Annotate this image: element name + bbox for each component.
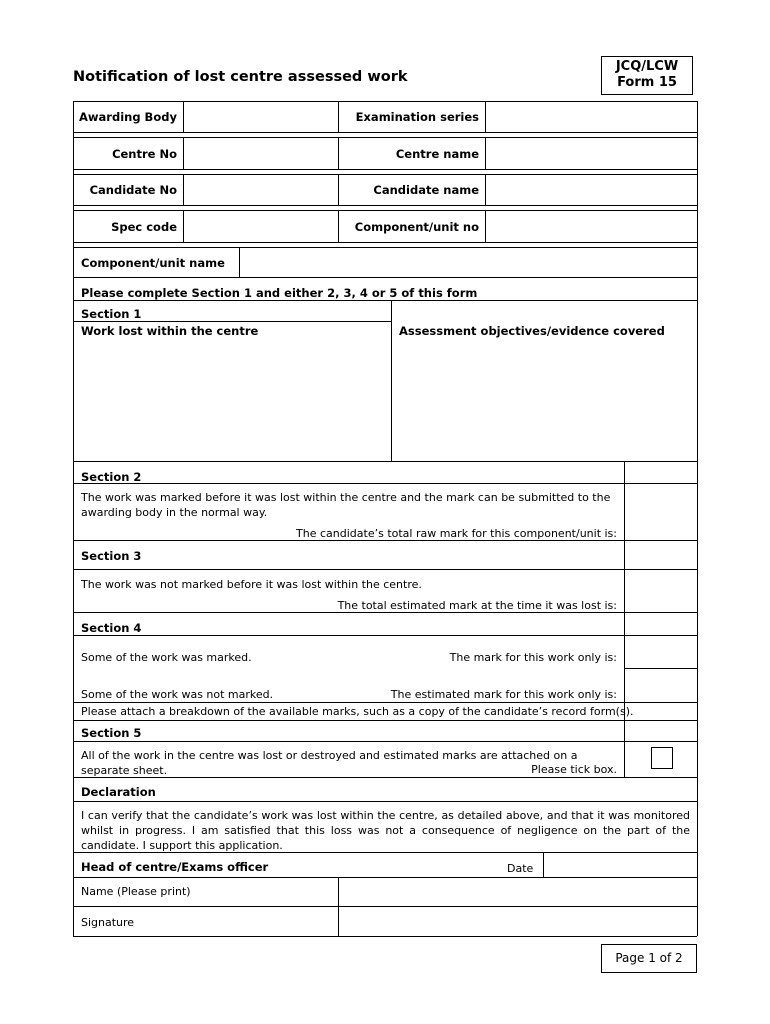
section5-tick-label: Please tick box.: [531, 763, 617, 776]
centre-no-field[interactable]: [184, 138, 337, 169]
candidate-name-field[interactable]: [486, 175, 696, 205]
section4-not-marked-label: The estimated mark for this work only is:: [390, 688, 617, 701]
work-lost-field[interactable]: [74, 340, 390, 460]
form-title: Notification of lost centre assessed work: [73, 69, 408, 85]
section4-heading: Section 4: [81, 621, 142, 635]
row-divider: [73, 205, 697, 206]
row-divider: [73, 132, 697, 133]
section2-text: The work was marked before it was lost within the centre and the mark can be submitted to the awarding body in the normal way.: [81, 491, 611, 519]
form-code-line2: Form 15: [617, 75, 677, 90]
awarding-body-label: Awarding Body: [79, 110, 177, 124]
row-divider: [73, 461, 697, 462]
row-divider: [73, 169, 697, 170]
spec-code-label: Spec code: [111, 220, 177, 234]
section4-marked-label: The mark for this work only is:: [449, 651, 617, 664]
section3-mark-field[interactable]: [625, 570, 696, 612]
declaration-heading: Declaration: [81, 785, 156, 799]
declaration-text: I can verify that the candidate’s work was lost within the centre, as detailed above, and that it was monitored whilst in progress. I am satisfied that this loss was not a consequence of negligence on the part of the candidate. I support this application.: [81, 809, 690, 852]
section2-mark-field[interactable]: [625, 484, 696, 540]
row-divider: [73, 702, 697, 703]
section3-text: The work was not marked before it was lost within the centre.: [81, 578, 422, 591]
section3-heading: Section 3: [81, 549, 142, 563]
name-field[interactable]: [339, 878, 696, 906]
component-unit-name-label: Component/unit name: [81, 256, 225, 270]
section5-tick-checkbox[interactable]: [651, 747, 673, 769]
name-label: Name (Please print): [81, 885, 191, 898]
table-right-border: [697, 101, 698, 936]
section4-marked-field[interactable]: [625, 636, 696, 668]
section2-mark-label: The candidate’s total raw mark for this component/unit is:: [296, 527, 617, 540]
awarding-body-field[interactable]: [184, 102, 337, 132]
assessment-objectives-field[interactable]: [392, 340, 696, 460]
candidate-no-label: Candidate No: [89, 183, 177, 197]
row-divider: [73, 936, 697, 937]
component-unit-no-field[interactable]: [486, 211, 696, 242]
section5-text: All of the work in the centre was lost or destroyed and estimated marks are attached on a separate sheet.: [81, 749, 578, 777]
date-field[interactable]: [544, 853, 696, 877]
section1-heading: Section 1: [81, 307, 142, 321]
form-code-box: [601, 56, 693, 95]
centre-name-field[interactable]: [486, 138, 696, 169]
instruction-text: Please complete Section 1 and either 2, 3, 4 or 5 of this form: [81, 286, 478, 300]
row-divider: [73, 242, 697, 243]
section4-attach-note: Please attach a breakdown of the available marks, such as a copy of the candidate’s record form(s).: [81, 705, 634, 718]
section4-marked-text: Some of the work was marked.: [81, 651, 252, 664]
row-divider: [73, 321, 391, 322]
head-of-centre-label: Head of centre/Exams officer: [81, 860, 269, 874]
section2-heading: Section 2: [81, 470, 142, 484]
row-divider: [73, 741, 697, 742]
row-divider: [73, 277, 697, 278]
row-divider: [73, 801, 697, 802]
examination-series-field[interactable]: [486, 102, 696, 132]
centre-no-label: Centre No: [112, 147, 177, 161]
section4-not-marked-text: Some of the work was not marked.: [81, 688, 274, 701]
signature-label: Signature: [81, 916, 135, 929]
signature-field[interactable]: [339, 907, 696, 935]
spec-code-field[interactable]: [184, 211, 337, 242]
assessment-objectives-label: Assessment objectives/evidence covered: [399, 324, 665, 338]
row-divider: [73, 569, 697, 570]
centre-name-label: Centre name: [395, 147, 479, 161]
examination-series-label: Examination series: [355, 110, 479, 124]
row-divider: [73, 483, 697, 484]
row-divider: [73, 612, 697, 613]
row-divider: [73, 300, 697, 301]
row-divider: [73, 720, 697, 721]
row-divider: [73, 635, 697, 636]
work-lost-label: Work lost within the centre: [81, 324, 259, 338]
page-number: Page 1 of 2: [601, 944, 697, 973]
date-label: Date: [507, 862, 534, 875]
component-unit-name-field[interactable]: [240, 248, 696, 277]
row-divider: [73, 777, 697, 778]
form-code-line1: JCQ/LCW: [615, 59, 679, 74]
section4-not-marked-field[interactable]: [625, 669, 696, 702]
candidate-name-label: Candidate name: [373, 183, 479, 197]
section3-mark-label: The total estimated mark at the time it was lost is:: [337, 599, 617, 612]
row-divider: [73, 540, 697, 541]
component-unit-no-label: Component/unit no: [354, 220, 479, 234]
section5-heading: Section 5: [81, 726, 142, 740]
candidate-no-field[interactable]: [184, 175, 337, 205]
